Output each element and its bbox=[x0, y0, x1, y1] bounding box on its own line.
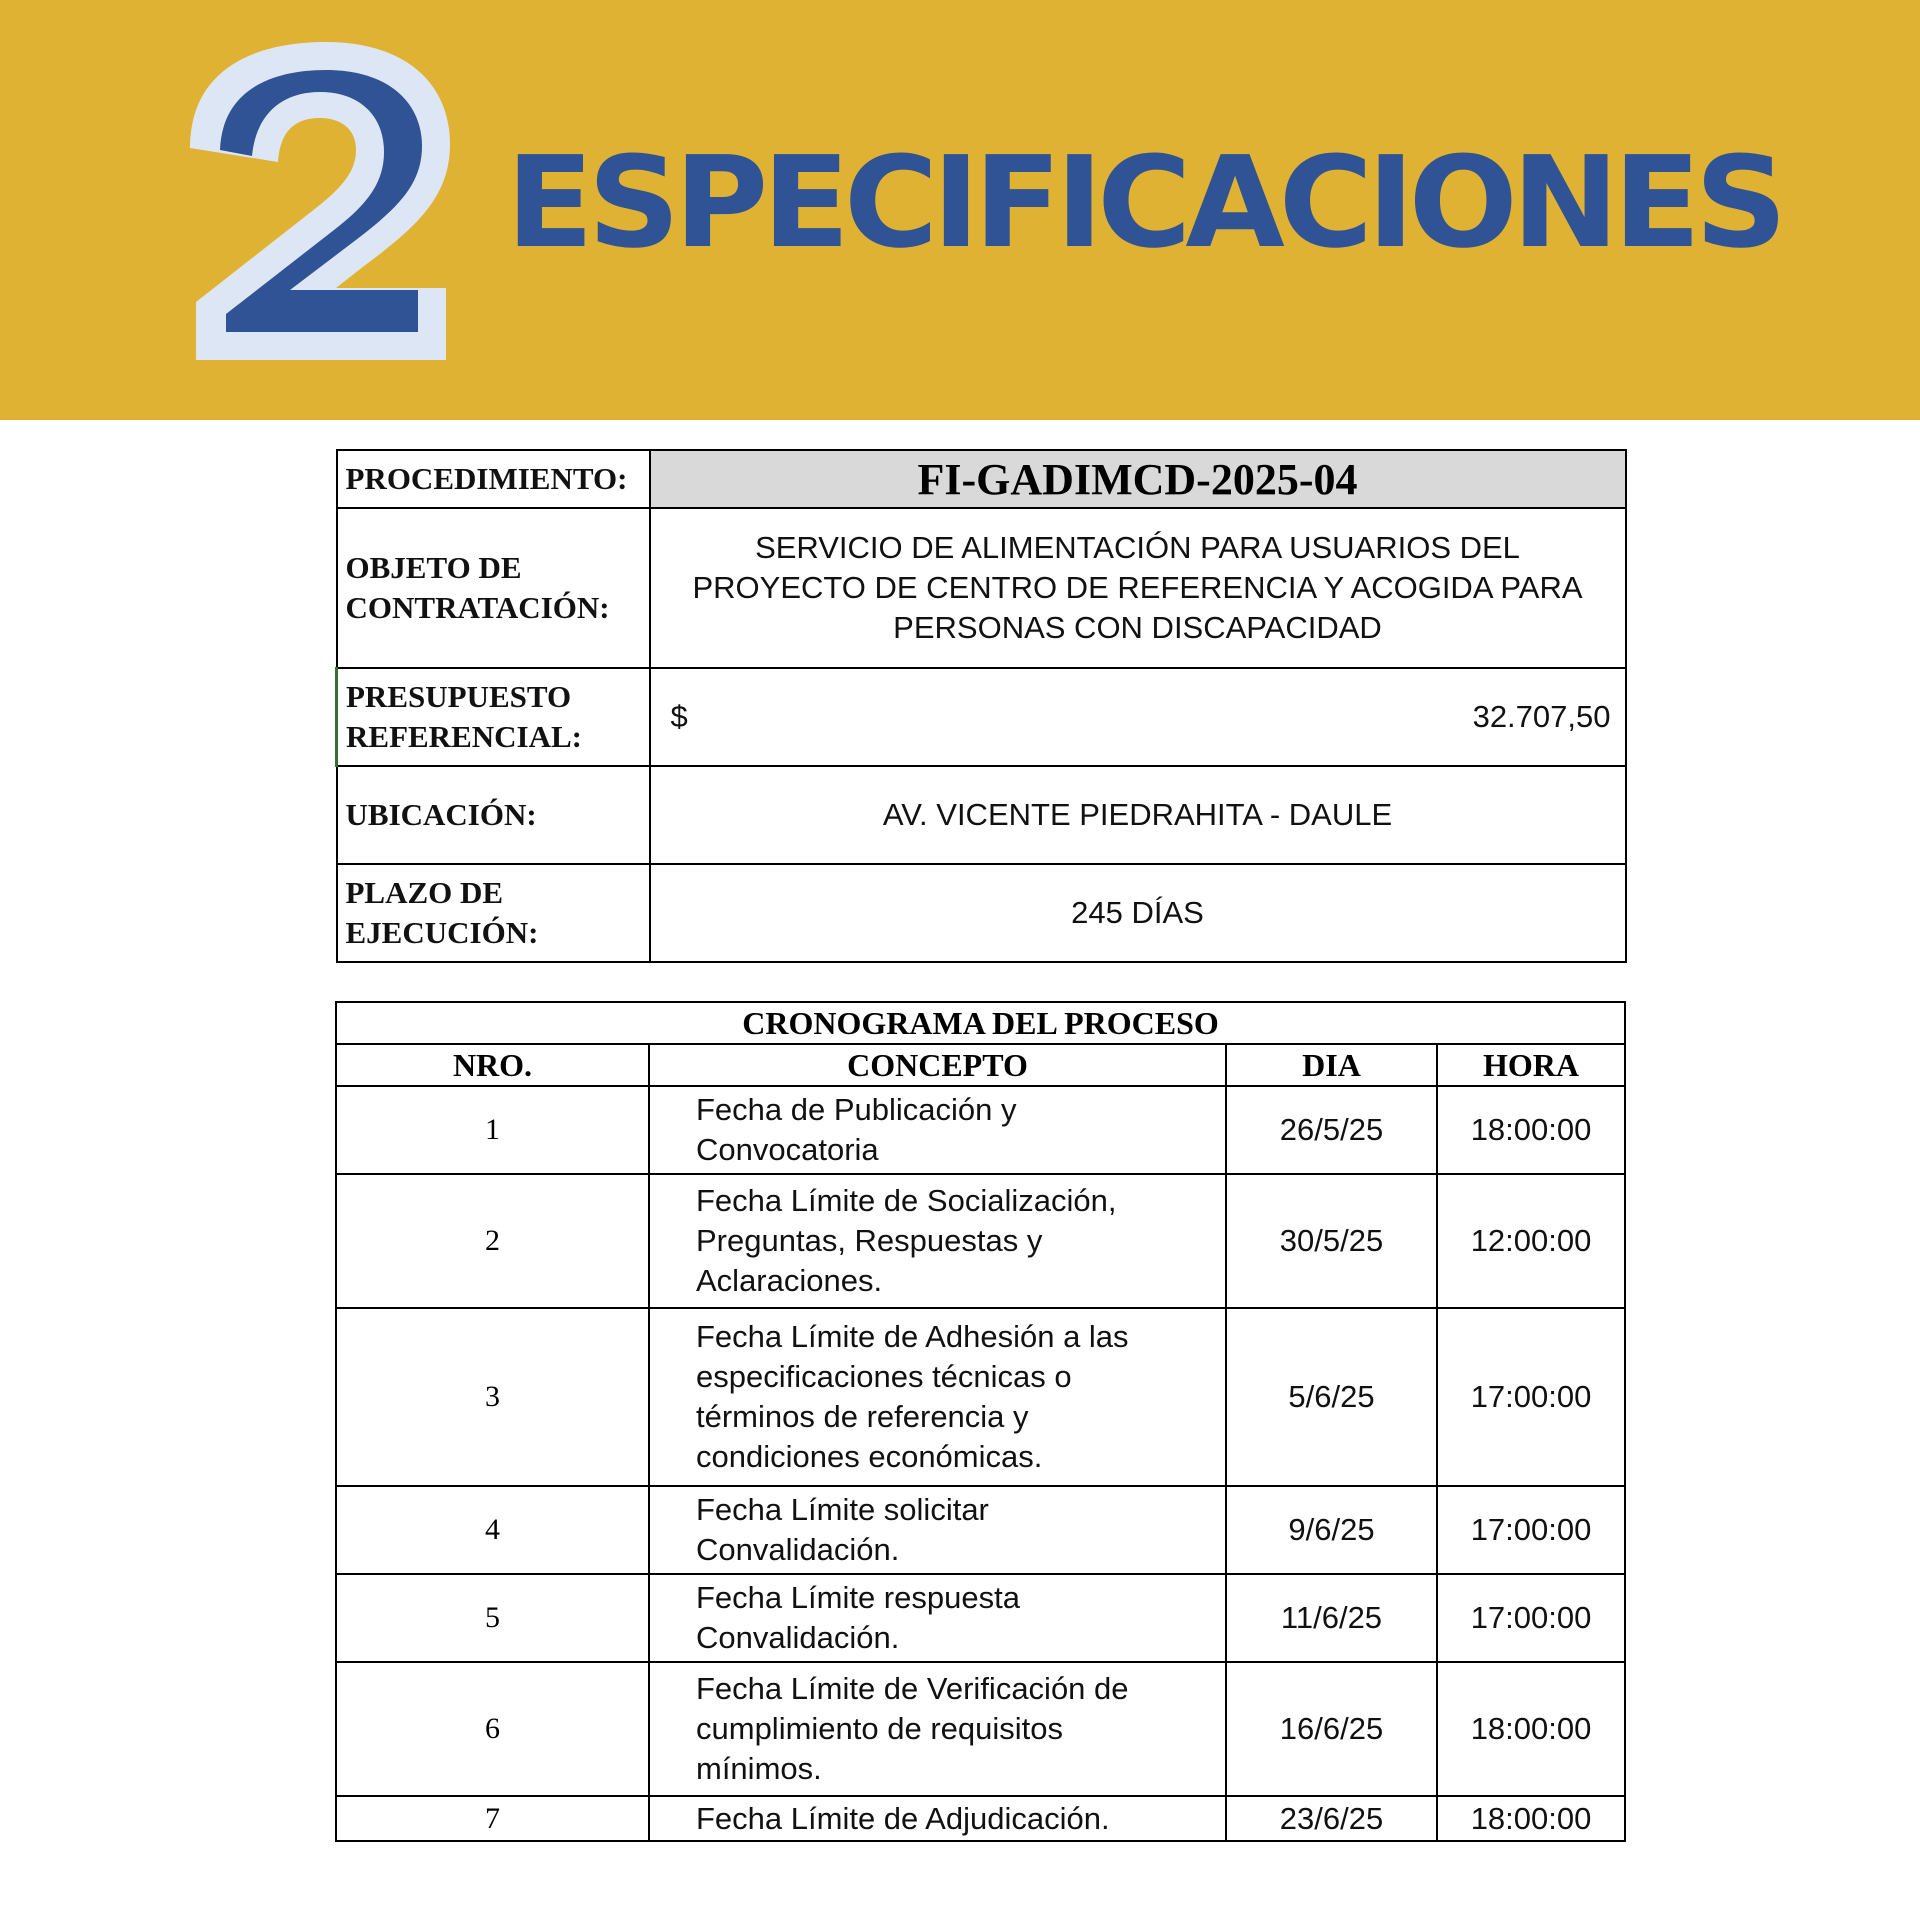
cronograma-header-row bbox=[336, 1044, 1625, 1086]
objeto-label bbox=[337, 508, 650, 668]
table-row bbox=[336, 1662, 1625, 1796]
table-row bbox=[336, 1308, 1625, 1486]
concepto-line: Convalidación. bbox=[696, 1620, 900, 1655]
header-concepto: CONCEPTO bbox=[649, 1044, 1226, 1086]
cell-nro: 7 bbox=[336, 1796, 649, 1841]
procedimiento-row bbox=[337, 450, 1626, 508]
cell-hora: 18:00:00 bbox=[1437, 1662, 1625, 1796]
table-row bbox=[336, 1574, 1625, 1662]
concepto-line: Fecha Límite de Verificación de bbox=[696, 1671, 1129, 1706]
concepto-line: Convalidación. bbox=[696, 1532, 900, 1567]
concepto-line: Fecha Límite solicitar bbox=[696, 1492, 989, 1527]
cell-nro: 5 bbox=[336, 1574, 649, 1662]
cell-nro: 4 bbox=[336, 1486, 649, 1574]
cell-hora: 17:00:00 bbox=[1437, 1574, 1625, 1662]
table-row bbox=[336, 1486, 1625, 1574]
section-number-graphic bbox=[168, 20, 468, 380]
ubicacion-label: UBICACIÓN: bbox=[337, 766, 650, 864]
procedimiento-label: PROCEDIMIENTO: bbox=[337, 450, 650, 508]
header-dia: DIA bbox=[1226, 1044, 1437, 1086]
objeto-line: PROYECTO DE CENTRO DE REFERENCIA Y ACOGIDA PARA bbox=[692, 570, 1583, 605]
table-row bbox=[336, 1174, 1625, 1308]
cell-nro: 2 bbox=[336, 1174, 649, 1308]
objeto-label-line: OBJETO DE bbox=[345, 550, 522, 585]
cell-concepto bbox=[649, 1086, 1226, 1174]
presupuesto-value-cell bbox=[650, 668, 1626, 766]
cell-concepto bbox=[649, 1796, 1226, 1841]
plazo-label-line: EJECUCIÓN: bbox=[345, 915, 539, 950]
procedimiento-value: FI-GADIMCD-2025-04 bbox=[650, 450, 1626, 508]
section-title: ESPECIFICACIONES bbox=[506, 129, 1782, 276]
cronograma-title-row bbox=[336, 1002, 1625, 1044]
concepto-line: Aclaraciones. bbox=[696, 1263, 883, 1298]
concepto-line: Fecha Límite de Socialización, bbox=[696, 1183, 1117, 1218]
concepto-line: mínimos. bbox=[696, 1751, 822, 1786]
cronograma-body bbox=[336, 1086, 1625, 1841]
cell-hora: 18:00:00 bbox=[1437, 1086, 1625, 1174]
table-row bbox=[336, 1796, 1625, 1841]
table-row bbox=[336, 1086, 1625, 1174]
cell-concepto bbox=[649, 1574, 1226, 1662]
objeto-row bbox=[337, 508, 1626, 668]
plazo-row bbox=[337, 864, 1626, 962]
concepto-line: Fecha Límite de Adhesión a las bbox=[696, 1319, 1129, 1354]
concepto-line: Fecha de Publicación y bbox=[696, 1092, 1017, 1127]
objeto-value bbox=[650, 508, 1626, 668]
presupuesto-label-line: REFERENCIAL: bbox=[346, 719, 582, 754]
cell-hora: 12:00:00 bbox=[1437, 1174, 1625, 1308]
cell-hora: 18:00:00 bbox=[1437, 1796, 1625, 1841]
number-two-icon bbox=[168, 20, 468, 380]
specifications-table bbox=[335, 449, 1627, 963]
presupuesto-row bbox=[337, 668, 1626, 766]
cell-nro: 6 bbox=[336, 1662, 649, 1796]
cell-concepto bbox=[649, 1662, 1226, 1796]
header-nro: NRO. bbox=[336, 1044, 649, 1086]
concepto-line: Fecha Límite de Adjudicación. bbox=[696, 1800, 1110, 1836]
header-hora: HORA bbox=[1437, 1044, 1625, 1086]
presupuesto-label bbox=[337, 668, 650, 766]
cell-dia: 26/5/25 bbox=[1226, 1086, 1437, 1174]
ubicacion-row bbox=[337, 766, 1626, 864]
objeto-label-line: CONTRATACIÓN: bbox=[345, 590, 610, 625]
plazo-value: 245 DÍAS bbox=[650, 864, 1626, 962]
cell-dia: 30/5/25 bbox=[1226, 1174, 1437, 1308]
concepto-line: cumplimiento de requisitos bbox=[696, 1711, 1064, 1746]
plazo-label-line: PLAZO DE bbox=[345, 875, 504, 910]
presupuesto-amount: 32.707,50 bbox=[1472, 699, 1611, 734]
concepto-line: Preguntas, Respuestas y bbox=[696, 1223, 1043, 1258]
cell-dia: 9/6/25 bbox=[1226, 1486, 1437, 1574]
cell-nro: 1 bbox=[336, 1086, 649, 1174]
header-banner bbox=[0, 0, 1920, 420]
cell-dia: 23/6/25 bbox=[1226, 1796, 1437, 1841]
cronograma-table bbox=[335, 1001, 1626, 1842]
concepto-line: términos de referencia y bbox=[696, 1399, 1029, 1434]
plazo-label bbox=[337, 864, 650, 962]
cell-hora: 17:00:00 bbox=[1437, 1308, 1625, 1486]
ubicacion-value: AV. VICENTE PIEDRAHITA - DAULE bbox=[650, 766, 1626, 864]
cell-dia: 5/6/25 bbox=[1226, 1308, 1437, 1486]
cell-dia: 11/6/25 bbox=[1226, 1574, 1437, 1662]
cell-dia: 16/6/25 bbox=[1226, 1662, 1437, 1796]
cell-concepto bbox=[649, 1486, 1226, 1574]
cell-nro: 3 bbox=[336, 1308, 649, 1486]
objeto-line: SERVICIO DE ALIMENTACIÓN PARA USUARIOS DEL bbox=[755, 530, 1520, 565]
cell-concepto bbox=[649, 1308, 1226, 1486]
concepto-line: Convocatoria bbox=[696, 1132, 879, 1167]
currency-symbol: $ bbox=[670, 699, 688, 734]
concepto-line: Fecha Límite respuesta bbox=[696, 1580, 1020, 1615]
presupuesto-label-line: PRESUPUESTO bbox=[346, 679, 572, 714]
concepto-line: condiciones económicas. bbox=[696, 1439, 1043, 1474]
objeto-line: PERSONAS CON DISCAPACIDAD bbox=[893, 610, 1382, 645]
cell-hora: 17:00:00 bbox=[1437, 1486, 1625, 1574]
concepto-line: especificaciones técnicas o bbox=[696, 1359, 1072, 1394]
cronograma-title: CRONOGRAMA DEL PROCESO bbox=[336, 1002, 1625, 1044]
cell-concepto bbox=[649, 1174, 1226, 1308]
